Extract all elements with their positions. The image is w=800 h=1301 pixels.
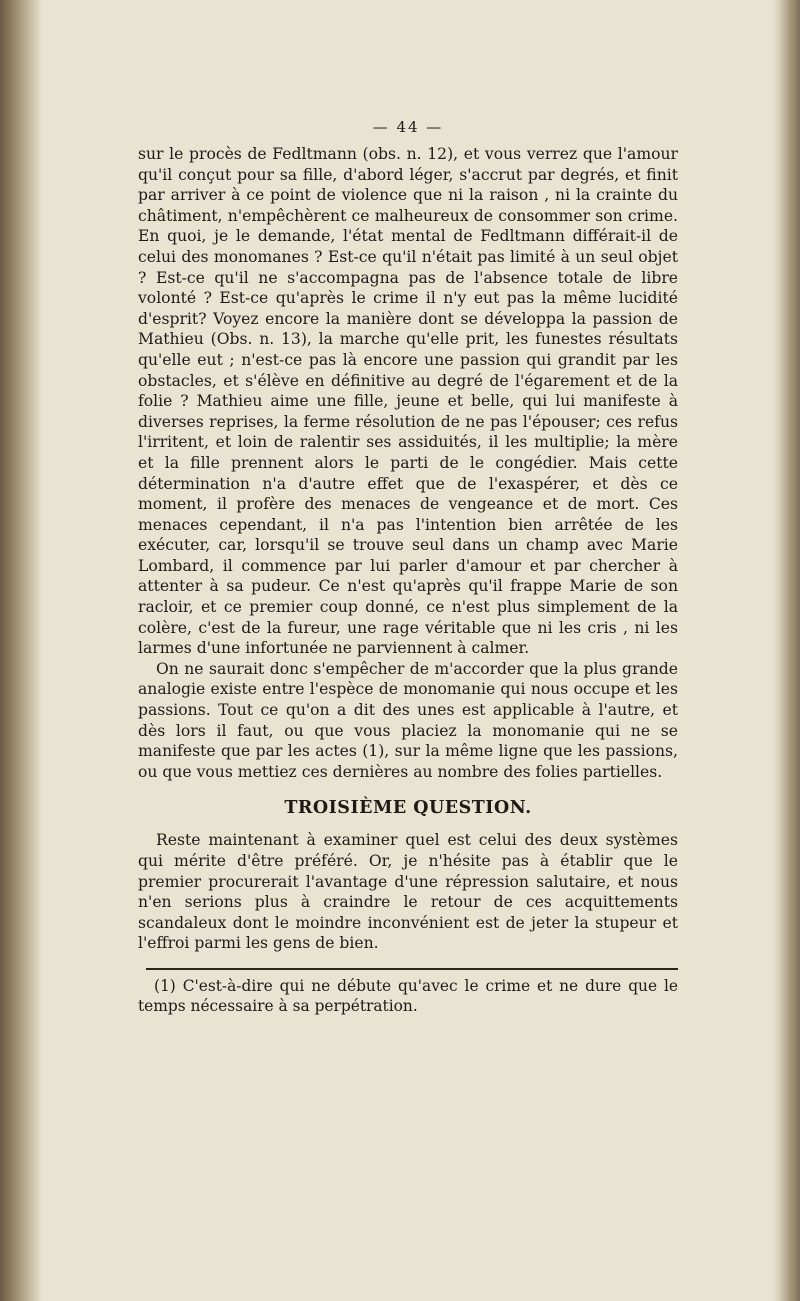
footnote-divider [146,968,678,970]
paragraph-third-question: Reste maintenant à examiner quel est celui des deux systèmes qui mérite d'être préféré. Or, je n'hésite pas à établir que le premier procurerait l'avantage d'une répression salutaire, et nous n'en serions plus à craindre le retour de ces acquittements scandaleux dont le moindre inconvénient est de jeter la stupeur et l'effroi parmi les gens de bien. [138,831,678,953]
paragraph-monomania-analogy: On ne saurait donc s'empêcher de m'accorder que la plus grande analogie existe entre l'espèce de monomanie qui nous occupe et les passions. Tout ce qu'on a dit des unes est applicable à l'autre, et dès lors il faut, ou que vous placiez la monomanie qui ne se manifeste que par les actes (1), sur la même ligne que les passions, ou que vous mettiez ces dernières au nombre des folies partielles. [138,659,678,781]
page-number: — 44 — [372,118,444,136]
footnote: (1) C'est-à-dire qui ne débute qu'avec le crime et ne dure que le temps nécessaire à sa perpétration. [138,976,678,1016]
book-page [138,118,678,1017]
scan-page-edge [772,0,800,1301]
section-heading: TROISIÈME QUESTION. [284,798,532,819]
scan-binding-edge [0,0,42,1301]
paragraph-fedltmann-mathieu: sur le procès de Fedltmann (obs. n. 12), et vous verrez que l'amour qu'il conçut pour sa fille, d'abord léger, s'accrut par degrés, et finit par arriver à ce point de violence que ni la raison , ni la crainte du châtiment, n'empêchèrent ce malheureux de consommer son crime. En quoi, je le demande, l'état mental de Fedltmann différait-il de celui des monomanes ? Est-ce qu'il n'était pas limité à un seul objet ? Est-ce qu'il ne s'accompagna pas de l'absence totale de libre volonté ? Est-ce qu'après le crime il n'y eut pas la même lucidité d'esprit? Voyez encore la manière dont se développa la passion de Mathieu (Obs. n. 13), la marche qu'elle prit, les funestes résultats qu'elle eut ; n'est-ce pas là encore une passion qui grandit par les obstacles, et s'élève en définitive au degré de l'égarement et de la folie ? Mathieu aime une fille, jeune et belle, qui lui manifeste à diverses reprises, la ferme résolution de ne pas l'épouser; ces refus l'irritent, et loin de ralentir ses assiduités, il les multiplie; la mère et la fille prennent alors le parti de le congédier. Mais cette détermination n'a d'autre effet que de l'exaspérer, et dès ce moment, il profère des menaces de vengeance et de mort. Ces menaces cependant, il n'a pas l'intention bien arrêtée de les exécuter, car, lorsqu'il se trouve seul dans un champ avec Marie Lombard, il commence par lui parler d'amour et par chercher à attenter à sa pudeur. Ce n'est qu'après qu'il frappe Marie de son racloir, et ce premier coup donné, ce n'est plus simplement de la colère, c'est de la fureur, une rage véritable que ni les cris , ni les larmes d'une infortunée ne parviennent à calmer. [138,145,678,658]
